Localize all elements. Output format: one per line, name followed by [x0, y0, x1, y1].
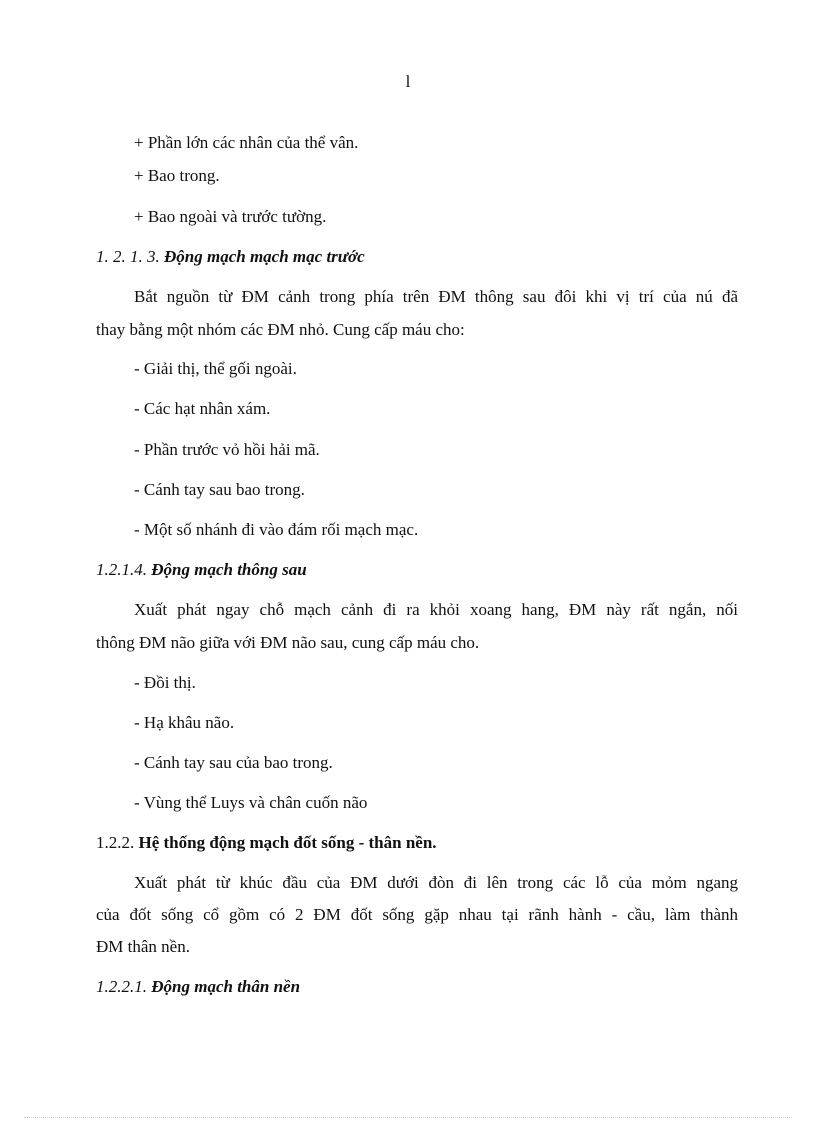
- heading-number: 1.2.1.4.: [96, 560, 147, 579]
- paragraph-line: Xuất phát từ khúc đầu của ĐM dưới đòn đi lên trong các lỗ của mỏm ngang: [134, 873, 738, 892]
- page-number: l: [405, 72, 411, 91]
- bullet-line: + Bao ngoài và trước tường.: [134, 207, 327, 226]
- list-item: - Vùng thể Luys và chân cuốn não: [134, 793, 368, 812]
- section-heading: [96, 559, 307, 581]
- heading-title: Động mạch thông sau: [151, 560, 307, 579]
- heading-number: 1. 2. 1. 3.: [96, 247, 160, 266]
- paragraph-line: của đốt sống cổ gồm có 2 ĐM đốt sống gặp nhau tại rãnh hành - cầu, làm thành: [96, 905, 738, 924]
- page-bottom-rule: [24, 1117, 792, 1118]
- list-item: - Đồi thị.: [134, 673, 196, 692]
- bullet-line: + Phần lớn các nhân của thể vân.: [134, 133, 359, 152]
- paragraph-line: Bắt nguồn từ ĐM cảnh trong phía trên ĐM thông sau đôi khi vị trí của nú đã: [134, 287, 738, 306]
- heading-title: Hệ thống động mạch đốt sống - thân nền.: [138, 833, 437, 852]
- list-item: - Cánh tay sau của bao trong.: [134, 753, 333, 772]
- heading-number: 1.2.2.1.: [96, 977, 147, 996]
- bullet-line: + Bao trong.: [134, 166, 220, 185]
- list-item: - Một số nhánh đi vào đám rối mạch mạc.: [134, 520, 419, 539]
- section-heading: [96, 246, 365, 268]
- section-heading: [96, 832, 437, 854]
- list-item: - Cánh tay sau bao trong.: [134, 480, 305, 499]
- heading-title: Động mạch mạch mạc trước: [164, 247, 365, 266]
- paragraph-line: Xuất phát ngay chỗ mạch cảnh đi ra khỏi xoang hang, ĐM này rất ngắn, nối: [134, 600, 738, 619]
- paragraph-line: thông ĐM não giữa với ĐM não sau, cung cấp máu cho.: [96, 633, 480, 652]
- list-item: - Phần trước vỏ hồi hải mã.: [134, 440, 320, 459]
- paragraph-line: ĐM thân nền.: [96, 937, 190, 956]
- paragraph-line: thay bằng một nhóm các ĐM nhỏ. Cung cấp máu cho:: [96, 320, 465, 339]
- list-item: - Giải thị, thể gối ngoài.: [134, 359, 297, 378]
- list-item: - Hạ khâu não.: [134, 713, 235, 732]
- list-item: - Các hạt nhân xám.: [134, 399, 271, 418]
- heading-title: Động mạch thân nền: [151, 977, 301, 996]
- heading-number: 1.2.2.: [96, 833, 135, 852]
- section-heading: [96, 976, 300, 998]
